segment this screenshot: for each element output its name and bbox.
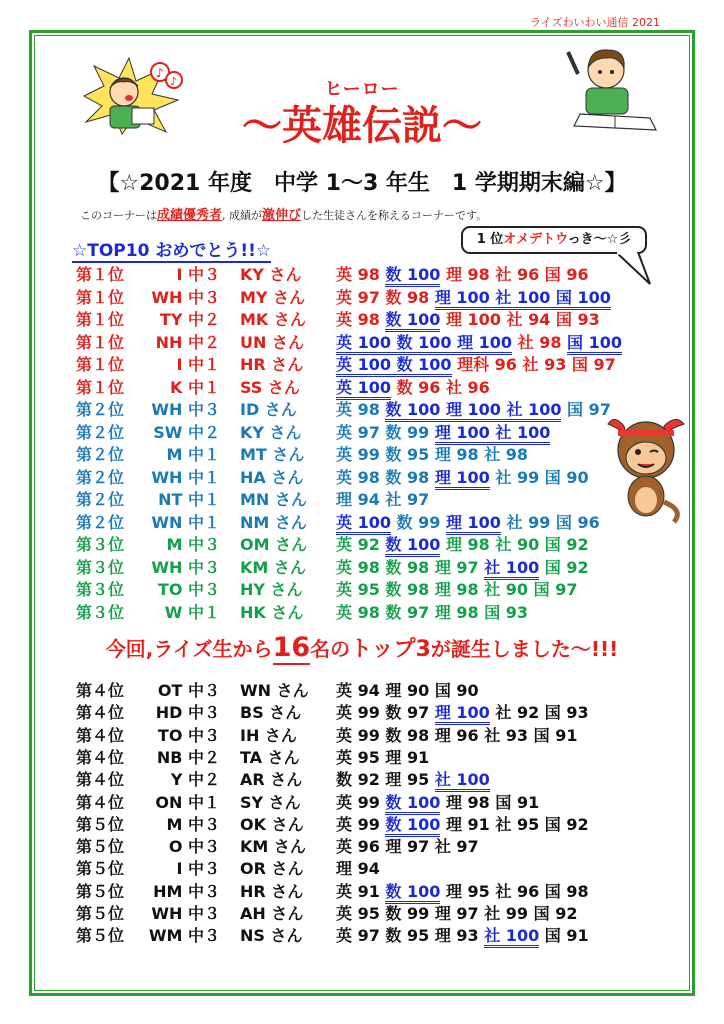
perfect-score-segment: 数 100 [385, 265, 440, 287]
score-segment: 理 100 社 94 国 93 [440, 310, 600, 329]
score-segment: 英 99 数 98 理 96 社 93 国 91 [336, 725, 578, 745]
score-segment: 理 94 社 97 [336, 490, 430, 509]
perfect-score-segment: 英 100 [336, 378, 391, 400]
scores-cell [336, 307, 600, 330]
bubble-red: オメデトウ [503, 232, 568, 247]
table-row [0, 834, 724, 856]
score-segment: 英 91 [336, 881, 386, 901]
table-row [0, 745, 724, 767]
scores-cell [336, 790, 539, 813]
intro-mid: , 成績が [222, 209, 263, 222]
school-cell: HD 中３ [155, 703, 220, 723]
table-row [0, 923, 724, 945]
table-row [0, 790, 724, 812]
score-segment: 英 98 [336, 265, 386, 284]
table-row [0, 487, 724, 509]
school-cell: ON 中１ [155, 792, 220, 812]
rank-cell: 第４位 [76, 747, 125, 767]
score-segment: 英 98 [336, 400, 386, 419]
score-segment: 英 95 理 91 [336, 747, 430, 767]
scores-cell [336, 901, 577, 924]
score-segment: 英 99 [336, 814, 386, 834]
name-cell: BS さん [240, 703, 302, 723]
rank-cell: 第１位 [76, 310, 125, 329]
school-cell: I 中３ [176, 265, 220, 284]
perfect-score-segment: 理 100 社 100 国 100 [435, 288, 611, 310]
score-segment: 数 96 社 96 [390, 377, 490, 397]
name-cell: AH さん [240, 904, 304, 923]
top10-heading: ☆TOP10 おめでとう!!☆ [72, 236, 271, 263]
score-segment: 英 97 数 99 [336, 422, 435, 442]
score-segment: 理 95 社 96 国 98 [440, 881, 589, 901]
name-cell: UN さん [240, 332, 304, 352]
rank-cell: 第３位 [76, 535, 125, 554]
table-row [0, 555, 724, 577]
school-cell: W 中１ [164, 602, 220, 622]
table-row [0, 600, 724, 622]
score-segment: 英 98 数 97 理 98 国 93 [336, 602, 529, 622]
announce-pre: 今回,ライズ生から [105, 637, 273, 661]
name-cell: KM さん [240, 557, 306, 577]
scores-cell [336, 330, 622, 353]
school-cell: Y 中２ [170, 770, 220, 790]
table-row [0, 723, 724, 745]
score-segment: 数 99 [390, 512, 446, 532]
scores-cell [336, 812, 589, 835]
table-row [0, 420, 724, 442]
score-segment: 理科 96 社 93 国 97 [451, 355, 616, 374]
rank-cell: 第２位 [76, 445, 125, 464]
score-segment: 英 95 数 98 理 98 社 90 国 97 [336, 580, 578, 599]
speech-bubble [461, 226, 647, 254]
name-cell: SY さん [240, 792, 301, 812]
school-cell: NH 中２ [155, 332, 220, 352]
scores-cell [336, 532, 589, 555]
school-cell: WM 中３ [148, 926, 220, 946]
school-cell: OT 中３ [157, 681, 220, 700]
intro-post: した生徒さんを称えるコーナーです。 [301, 209, 488, 222]
school-cell: NB 中２ [156, 747, 220, 767]
scores-cell [336, 879, 589, 902]
perfect-score-segment: 理 100 社 100 [435, 423, 551, 445]
perfect-score-segment: 理 100 [435, 703, 490, 725]
school-cell: SW 中２ [153, 422, 220, 442]
scores-cell [336, 442, 528, 465]
scores-cell [336, 767, 490, 790]
intro-pre: このコーナーは [80, 209, 157, 222]
school-cell: O 中３ [168, 837, 220, 857]
name-cell: OR さん [240, 859, 304, 879]
school-cell: HM 中３ [153, 881, 220, 901]
perfect-score-segment: 社 100 [484, 926, 539, 948]
score-segment: 理 98 社 96 国 96 [440, 265, 589, 284]
score-segment: 理 94 [336, 859, 380, 879]
rank-cell: 第２位 [76, 512, 125, 532]
rank-cell: 第１位 [76, 355, 125, 374]
school-cell: TY 中２ [159, 310, 220, 329]
scores-cell [336, 510, 600, 533]
table-row [0, 532, 724, 554]
perfect-score-segment: 数 100 [385, 793, 440, 815]
intro-highlight-2: 激伸び [262, 208, 302, 223]
scores-cell [336, 923, 589, 946]
school-cell: M 中１ [166, 445, 220, 464]
name-cell: MY さん [240, 287, 306, 307]
table-row [0, 879, 724, 901]
perfect-score-segment: 数 100 [385, 535, 440, 557]
name-cell: OM さん [240, 535, 308, 554]
rank-cell: 第２位 [76, 400, 125, 419]
score-segment: 英 97 数 98 [336, 287, 435, 307]
rank-cell: 第４位 [76, 792, 125, 812]
scores-cell [336, 834, 479, 857]
school-cell: WH 中３ [151, 400, 220, 419]
rank-cell: 第４位 [76, 681, 125, 700]
rank-cell: 第３位 [76, 557, 125, 577]
score-segment: 理 98 社 90 国 92 [440, 535, 589, 554]
rank-cell: 第３位 [76, 602, 125, 622]
table-row [0, 856, 724, 878]
announce-mid: 名の [310, 637, 351, 661]
score-segment: 英 99 [336, 792, 386, 812]
announce-number: 16 [272, 632, 311, 663]
table-row [0, 375, 724, 397]
perfect-score-segment: 英 100 [336, 513, 391, 535]
score-segment: 英 94 理 90 国 90 [336, 681, 479, 700]
perfect-score-segment: 数 100 [385, 815, 440, 837]
school-cell: WH 中３ [151, 904, 220, 923]
scores-cell [336, 285, 611, 308]
scores-cell [336, 487, 429, 510]
perfect-score-segment: 英 100 数 100 理 100 [336, 333, 512, 355]
announce-three: 3 [415, 637, 431, 662]
bubble-post: っき〜☆彡 [567, 232, 632, 247]
rank-cell: 第３位 [76, 580, 125, 599]
score-segment: 社 92 国 93 [489, 703, 589, 723]
table-row [0, 330, 724, 352]
school-cell: TO 中３ [157, 725, 220, 745]
scores-cell [336, 745, 429, 768]
score-segment: 英 96 理 97 社 97 [336, 837, 479, 857]
score-segment: 英 95 数 99 理 97 社 99 国 92 [336, 904, 578, 923]
rank-cell: 第１位 [76, 265, 125, 284]
rank-cell: 第５位 [76, 837, 125, 857]
perfect-score-segment: 社 100 [484, 558, 539, 580]
rank-cell: 第４位 [76, 725, 125, 745]
scores-cell [336, 555, 589, 578]
score-segment: 数 92 理 95 [336, 770, 435, 790]
score-segment: 社 99 国 96 [500, 512, 600, 532]
rank-cell: 第５位 [76, 926, 125, 946]
intro-highlight-1: 成績優秀者 [157, 208, 223, 223]
school-cell: I 中１ [176, 355, 220, 374]
announcement [0, 632, 724, 663]
score-segment: 英 97 数 95 理 93 [336, 926, 485, 946]
name-cell: IH さん [240, 725, 297, 745]
name-cell: WN さん [240, 681, 309, 700]
table-row [0, 352, 724, 374]
table-row [0, 397, 724, 419]
scores-cell [336, 397, 611, 420]
perfect-score-segment: 数 100 理 100 社 100 [385, 400, 561, 422]
name-cell: MN さん [240, 490, 307, 509]
score-segment: 社 98 [512, 332, 568, 352]
name-cell: HR さん [240, 881, 304, 901]
school-cell: M 中３ [166, 814, 220, 834]
rank-cell: 第１位 [76, 377, 125, 397]
rank-cell: 第５位 [76, 904, 125, 923]
table-row [0, 812, 724, 834]
bubble-pre: 1 位 [476, 232, 504, 247]
name-cell: NS さん [240, 926, 303, 946]
intro-text [80, 204, 487, 223]
score-segment: 理 98 国 91 [440, 792, 540, 812]
name-cell: MT さん [240, 445, 305, 464]
school-cell: NT 中１ [158, 490, 220, 509]
score-segment: 国 92 [539, 557, 589, 577]
score-segment: 社 99 国 90 [489, 467, 589, 487]
rank-cell: 第２位 [76, 422, 125, 442]
page-title: 〜英雄伝説〜 [242, 103, 482, 149]
table-row [0, 262, 724, 284]
scores-cell [336, 420, 550, 443]
score-segment: 国 91 [539, 926, 589, 946]
perfect-score-segment: 理 100 [446, 513, 501, 535]
scores-cell [336, 375, 490, 398]
scores-cell [336, 465, 589, 488]
perfect-score-segment: 理 100 [435, 468, 490, 490]
table-row [0, 577, 724, 599]
name-cell: TA さん [240, 747, 300, 767]
rank-cell: 第５位 [76, 814, 125, 834]
school-cell: K 中１ [170, 377, 220, 397]
name-cell: MK さん [240, 310, 306, 329]
score-segment: 英 92 [336, 535, 386, 554]
table-row [0, 442, 724, 464]
page-subtitle: 【☆2021 年度 中学 1〜3 年生 1 学期期末編☆】 [97, 171, 627, 196]
rank-cell: 第５位 [76, 859, 125, 879]
rank-cell: 第２位 [76, 467, 125, 487]
name-cell: SS さん [240, 377, 300, 397]
score-segment: 英 99 数 97 [336, 703, 435, 723]
scores-cell [336, 577, 577, 600]
scores-cell [336, 352, 616, 375]
perfect-score-segment: 数 100 [385, 882, 440, 904]
score-segment: 英 99 数 95 理 98 社 98 [336, 445, 529, 464]
scores-cell [336, 678, 479, 701]
score-segment: 英 98 [336, 310, 386, 329]
score-segment: 英 98 数 98 [336, 467, 435, 487]
name-cell: KY さん [240, 422, 302, 442]
perfect-score-segment: 社 100 [435, 770, 490, 792]
rank-cell: 第１位 [76, 287, 125, 307]
scores-cell [336, 262, 589, 285]
school-cell: M 中３ [166, 535, 220, 554]
table-row [0, 901, 724, 923]
school-cell: WH 中３ [151, 287, 220, 307]
name-cell: KY さん [240, 265, 302, 284]
newsletter-name: ライズわいわい通信 2021 [529, 16, 660, 29]
name-cell: HY さん [240, 580, 303, 599]
name-cell: NM さん [240, 512, 307, 532]
school-cell: I 中３ [176, 859, 220, 879]
perfect-score-segment: 国 100 [567, 333, 622, 355]
name-cell: KM さん [240, 837, 306, 857]
name-cell: HR さん [240, 355, 304, 374]
score-segment: 英 98 数 98 理 97 [336, 557, 485, 577]
rank-cell: 第２位 [76, 490, 125, 509]
scores-cell [336, 700, 589, 723]
name-cell: AR さん [240, 770, 303, 790]
name-cell: ID さん [240, 400, 297, 419]
table-row [0, 510, 724, 532]
perfect-score-segment: 英 100 数 100 [336, 355, 452, 377]
rank-cell: 第５位 [76, 881, 125, 901]
svg-text:♪: ♪ [170, 75, 178, 88]
perfect-score-segment: 数 100 [385, 310, 440, 332]
table-row [0, 700, 724, 722]
table-row [0, 465, 724, 487]
announce-top: トップ [350, 637, 416, 662]
table-row [0, 307, 724, 329]
name-cell: HA さん [240, 467, 304, 487]
score-segment: 国 97 [561, 400, 611, 419]
name-cell: OK さん [240, 814, 304, 834]
rank-cell: 第１位 [76, 332, 125, 352]
rank-cell: 第４位 [76, 703, 125, 723]
svg-text:♪: ♪ [156, 66, 164, 80]
school-cell: TO 中３ [157, 580, 220, 599]
scores-cell [336, 600, 528, 623]
school-cell: WH 中１ [151, 467, 220, 487]
table-row [0, 678, 724, 700]
title-furigana: ヒーロー [324, 79, 400, 100]
rank-cell: 第４位 [76, 770, 125, 790]
name-cell: HK さん [240, 602, 304, 622]
table-row [0, 767, 724, 789]
scores-cell [336, 856, 380, 879]
announce-post: が誕生しました〜!!! [430, 637, 619, 661]
scores-cell [336, 723, 577, 746]
table-row [0, 285, 724, 307]
score-segment: 理 91 社 95 国 92 [440, 814, 589, 834]
school-cell: WN 中１ [151, 512, 220, 532]
school-cell: WH 中３ [151, 557, 220, 577]
